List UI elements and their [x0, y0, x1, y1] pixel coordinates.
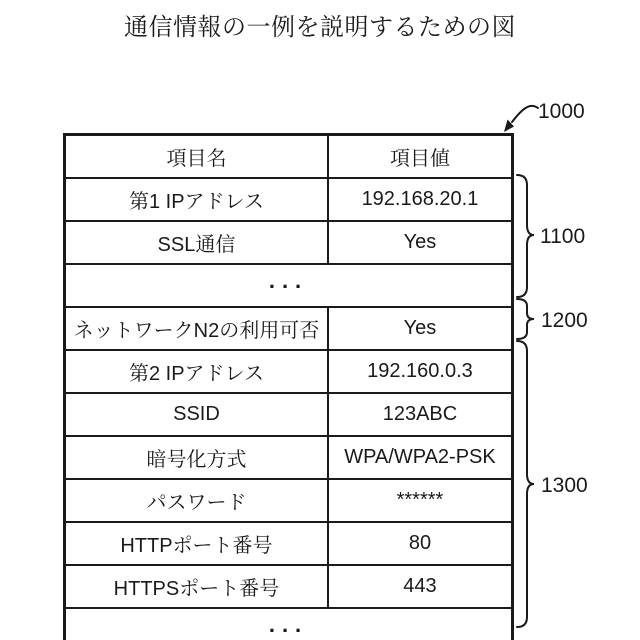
table-row — [65, 522, 513, 565]
table-row — [65, 307, 513, 350]
ref-label-1200: 1200 — [541, 309, 588, 332]
cell-item-name: 第1 IPアドレス — [65, 178, 328, 221]
ellipsis-dots: ... — [268, 267, 309, 293]
cell-item-name: 第2 IPアドレス — [65, 350, 328, 393]
cell-item-name: ネットワークN2の利用可否 — [65, 307, 328, 350]
ref-label-1300: 1300 — [541, 474, 588, 497]
cell-item-value: Yes — [328, 221, 513, 264]
communication-info-table — [63, 133, 514, 640]
brace-1300-icon — [517, 341, 534, 627]
table-ellipsis-row — [65, 264, 513, 307]
column-header-item-name: 項目名 — [65, 135, 328, 179]
cell-item-value: WPA/WPA2-PSK — [328, 436, 513, 479]
cell-item-value: 443 — [328, 565, 513, 608]
ref-label-1000: 1000 — [538, 100, 585, 123]
table-row — [65, 436, 513, 479]
ref-1000-leader-line — [512, 106, 538, 122]
ellipsis-dots: ... — [268, 611, 309, 637]
brace-1200-icon — [517, 299, 534, 339]
brace-1100-icon — [517, 175, 534, 297]
cell-ellipsis — [65, 608, 513, 640]
ref-label-1100: 1100 — [540, 225, 586, 248]
table-row — [65, 565, 513, 608]
cell-item-value: 80 — [328, 522, 513, 565]
ref-1000-arrowhead-icon — [504, 120, 514, 133]
cell-item-value: 123ABC — [328, 393, 513, 436]
cell-item-name: パスワード — [65, 479, 328, 522]
column-header-item-value: 項目値 — [328, 135, 513, 179]
table-row — [65, 178, 513, 221]
table-row — [65, 221, 513, 264]
cell-item-name: HTTPポート番号 — [65, 522, 328, 565]
cell-item-name: 暗号化方式 — [65, 436, 328, 479]
figure-title: 通信情報の一例を説明するための図 — [124, 14, 516, 41]
table-ellipsis-row — [65, 608, 513, 640]
table-row — [65, 393, 513, 436]
cell-item-value: 192.168.20.1 — [328, 178, 513, 221]
table-row — [65, 479, 513, 522]
cell-item-value: 192.160.0.3 — [328, 350, 513, 393]
cell-item-name: HTTPSポート番号 — [65, 565, 328, 608]
cell-item-name: SSL通信 — [65, 221, 328, 264]
cell-ellipsis — [65, 264, 513, 307]
table-row — [65, 350, 513, 393]
cell-item-value: ****** — [328, 479, 513, 522]
cell-item-name: SSID — [65, 393, 328, 436]
cell-item-value: Yes — [328, 307, 513, 350]
table-header-row — [65, 135, 513, 179]
